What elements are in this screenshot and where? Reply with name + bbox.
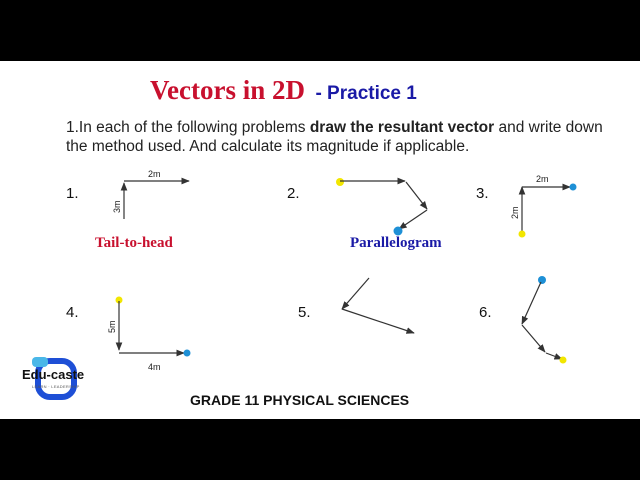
p4-end-dot xyxy=(184,350,191,357)
p2-vector-3 xyxy=(399,210,427,229)
instruction-tail: and write down the method used. And calculate its magnitude if applicable. xyxy=(66,119,603,155)
p2-end-dot xyxy=(394,227,403,236)
title-main: Vectors in 2D xyxy=(150,75,305,105)
p2-vector-2 xyxy=(406,182,427,209)
logo-tagline: LEARN · LEADERSHIP xyxy=(32,384,80,389)
p3-label-top: 2m xyxy=(536,174,549,184)
p3-end-dot xyxy=(570,184,577,191)
problem-5-diagram xyxy=(342,278,414,333)
footer-grade-label: GRADE 11 PHYSICAL SCIENCES xyxy=(190,392,410,408)
instruction-lead: 1.In each of the following problems xyxy=(66,119,310,136)
problem-4-number: 4. xyxy=(66,304,79,321)
problem-6-number: 6. xyxy=(479,304,492,321)
problem-3-diagram xyxy=(510,174,577,238)
p5-vector-2 xyxy=(342,309,414,333)
p6-vector-1 xyxy=(522,282,541,324)
problem-2-number: 2. xyxy=(287,185,300,202)
p3-start-dot xyxy=(519,231,526,238)
worksheet-page xyxy=(0,61,640,419)
p4-label-bottom: 4m xyxy=(148,362,161,372)
p2-start-dot xyxy=(336,178,344,186)
p6-start-dot xyxy=(538,276,546,284)
p6-vector-2 xyxy=(522,325,545,352)
problem-1-diagram xyxy=(112,169,189,219)
p5-vector-1 xyxy=(342,278,369,309)
problem-1-number: 1. xyxy=(66,185,79,202)
instruction-bold: draw the resultant vector xyxy=(309,119,495,136)
p4-label-side: 5m xyxy=(107,320,117,333)
p3-label-side: 2m xyxy=(510,206,520,219)
problem-3-number: 3. xyxy=(476,185,489,202)
p6-end-dot xyxy=(560,357,567,364)
logo-text: Edu-caste xyxy=(22,367,85,382)
p6-vector-3 xyxy=(546,353,562,359)
problem-6-diagram xyxy=(522,276,567,364)
problem-2-diagram xyxy=(336,178,427,236)
p1-label-side: 3m xyxy=(112,200,122,213)
p1-label-top: 2m xyxy=(148,169,161,179)
problem-2-method: Parallelogram xyxy=(350,235,442,251)
problem-1-method: Tail-to-head xyxy=(95,235,173,251)
educaste-logo xyxy=(20,355,120,405)
problem-5-number: 5. xyxy=(298,304,311,321)
title-sub: - Practice 1 xyxy=(315,83,417,104)
